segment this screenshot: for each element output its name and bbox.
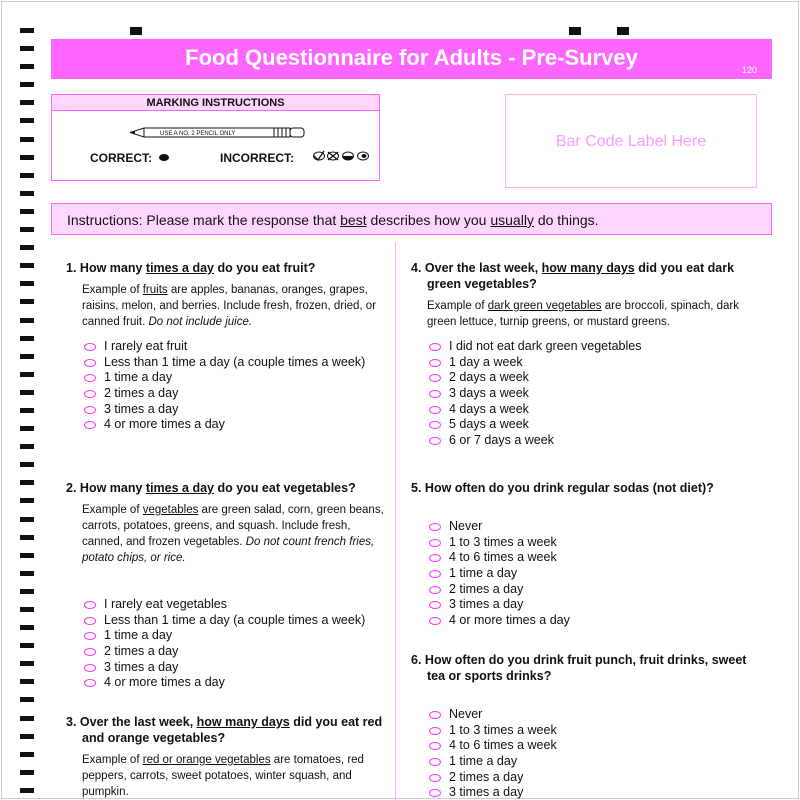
answer-bubble[interactable] [429,523,441,531]
timing-mark [20,589,34,594]
timing-mark [20,643,34,648]
form-number: 120 [741,65,757,75]
question-example: Example of dark green vegetables are broccoli, spinach, dark green lettuce, turnip greens, or mustard greens. [427,300,739,328]
question-2 [66,480,386,691]
timing-mark [20,788,34,793]
question-5 [411,480,766,629]
answer-option[interactable] [66,613,386,629]
answer-option-label: Less than 1 time a day (a couple times a week) [104,612,366,627]
answer-options [66,339,386,433]
answer-option[interactable] [411,550,766,566]
question-example: Example of red or orange vegetables are tomatoes, red peppers, carrots, sweet potatoes, winter squash, and pumpkin. [82,754,364,798]
timing-mark [20,209,34,214]
answer-bubble[interactable] [429,601,441,609]
answer-bubble[interactable] [429,390,441,398]
answer-option-label: 1 day a week [449,354,523,369]
answer-bubble[interactable] [84,601,96,609]
registration-mark [569,27,581,35]
question-title: 6. How often do you drink fruit punch, fruit drinks, sweet tea or sports drinks? [411,653,747,683]
title-bar [51,39,772,79]
answer-option-label: 4 or more times a day [449,613,570,628]
answer-option-label: I rarely eat fruit [104,339,188,353]
answer-bubble[interactable] [429,586,441,594]
registration-mark [130,27,142,35]
timing-mark [20,299,34,304]
answer-bubble[interactable] [429,406,441,414]
timing-mark [20,100,34,105]
answer-bubble[interactable] [84,617,96,625]
answer-option-label: 2 times a day [449,769,524,784]
answer-options [411,707,766,800]
answer-bubble[interactable] [429,758,441,766]
answer-option[interactable] [411,582,766,598]
pencil-icon [130,127,310,138]
answer-options [411,519,766,629]
answer-option-label: 4 to 6 times a week [449,738,557,753]
answer-bubble[interactable] [429,711,441,719]
answer-option-label: Less than 1 time a day (a couple times a week) [104,354,366,369]
answer-bubble[interactable] [429,343,441,351]
answer-option-label: 4 to 6 times a week [449,550,557,565]
instructions-banner [51,203,772,235]
answer-option[interactable] [411,519,766,535]
answer-option-label: 2 times a day [104,386,179,401]
answer-option-label: 1 time a day [449,754,518,769]
answer-bubble[interactable] [429,554,441,562]
answer-option-label: 3 times a day [449,597,524,612]
timing-mark [20,480,34,485]
barcode-label-area [505,94,757,188]
answer-bubble[interactable] [429,570,441,578]
answer-option[interactable] [66,660,386,676]
answer-option-label: 4 days a week [449,401,529,416]
answer-bubble[interactable] [84,359,96,367]
correct-label: CORRECT: [90,151,152,165]
answer-option[interactable] [411,355,766,371]
answer-option-label: 1 time a day [104,370,173,385]
answer-options [66,597,386,691]
answer-bubble[interactable] [429,727,441,735]
timing-mark [20,462,34,467]
answer-bubble[interactable] [84,390,96,398]
timing-mark [20,263,34,268]
answer-option[interactable] [411,386,766,402]
question-title: 4. Over the last week, how many days did you eat dark green vegetables? [411,261,735,291]
answer-option-label: 6 or 7 days a week [449,433,554,448]
correct-mark-icon [159,154,169,161]
answer-option[interactable] [66,339,386,355]
answer-option[interactable] [66,417,386,433]
answer-option-label: 2 times a day [449,581,524,596]
marking-instructions-box [51,94,380,181]
timing-mark [20,426,34,431]
timing-mark [20,155,34,160]
answer-option-label: 3 times a day [449,785,524,800]
answer-option[interactable] [66,597,386,613]
timing-mark [20,517,34,522]
timing-mark [20,227,34,232]
answer-bubble[interactable] [429,789,441,797]
timing-mark [20,390,34,395]
timing-mark [20,372,34,377]
answer-bubble[interactable] [429,539,441,547]
incorrect-marks-icon [312,150,372,162]
answer-option[interactable] [66,370,386,386]
timing-mark [20,679,34,684]
question-1 [66,260,386,433]
answer-bubble[interactable] [84,343,96,351]
answer-option[interactable] [66,355,386,371]
answer-bubble[interactable] [84,421,96,429]
timing-mark [20,571,34,576]
answer-option-label: Never [449,519,483,533]
timing-mark [20,336,34,341]
answer-option[interactable] [411,723,766,739]
timing-mark [20,46,34,51]
answer-bubble[interactable] [429,742,441,750]
timing-marks [20,28,34,800]
timing-mark [20,64,34,69]
answer-option[interactable] [411,770,766,786]
answer-option-label: 4 or more times a day [104,417,225,432]
question-title: 1. How many times a day do you eat fruit? [66,261,316,275]
timing-mark [20,535,34,540]
timing-mark [20,281,34,286]
answer-bubble[interactable] [429,617,441,625]
answer-option[interactable] [66,402,386,418]
timing-mark [20,28,34,33]
timing-mark [20,752,34,757]
answer-bubble[interactable] [429,774,441,782]
answer-option[interactable] [411,785,766,800]
timing-mark [20,354,34,359]
answer-option[interactable] [411,566,766,582]
answer-option-label: 2 times a day [104,644,179,659]
answer-bubble[interactable] [429,359,441,367]
answer-option[interactable] [411,535,766,551]
barcode-placeholder: Bar Code Label Here [555,133,707,150]
answer-option-label: 1 to 3 times a week [449,722,557,737]
instructions-text: Instructions: Please mark the response that best describes how you usually do things. [67,212,599,228]
answer-option-label: I did not eat dark green vegetables [449,339,642,353]
timing-mark [20,553,34,558]
answer-option[interactable] [66,628,386,644]
answer-bubble[interactable] [429,437,441,445]
timing-mark [20,697,34,702]
answer-option-label: Never [449,707,483,721]
marking-instructions-heading: MARKING INSTRUCTIONS [52,95,379,111]
answer-option[interactable] [411,613,766,629]
answer-bubble[interactable] [84,648,96,656]
answer-option[interactable] [66,644,386,660]
answer-options [411,339,766,449]
question-title: 2. How many times a day do you eat vegetables? [66,481,356,495]
question-example: Example of fruits are apples, bananas, oranges, grapes, raisins, melon, and berries. Include fresh, frozen, dried, or canned fruit. Do not include juice. [82,284,377,328]
timing-mark [20,408,34,413]
incorrect-label: INCORRECT: [220,151,294,165]
answer-option-label: I rarely eat vegetables [104,597,227,611]
timing-mark [20,716,34,721]
question-3 [66,714,386,800]
answer-option-label: 1 time a day [104,628,173,643]
page-title: Food Questionnaire for Adults - Pre-Survey [185,45,638,70]
answer-bubble[interactable] [84,679,96,687]
timing-mark [20,444,34,449]
answer-option[interactable] [411,402,766,418]
timing-mark [20,191,34,196]
timing-mark [20,770,34,775]
timing-mark [20,173,34,178]
timing-mark [20,318,34,323]
question-title: 3. Over the last week, how many days did you eat red and orange vegetables? [66,715,383,745]
answer-option-label: 1 to 3 times a week [449,534,557,549]
answer-bubble[interactable] [84,374,96,382]
answer-option[interactable] [66,675,386,691]
answer-option-label: 5 days a week [449,417,529,432]
answer-bubble[interactable] [84,664,96,672]
question-example: Example of vegetables are green salad, corn, green beans, carrots, potatoes, greens, and squash. Include fresh, canned, and frozen vegetables. Do not count french fries, potato chips, or rice. [82,504,384,564]
timing-mark [20,498,34,503]
answer-bubble[interactable] [429,374,441,382]
timing-mark [20,118,34,123]
answer-bubble[interactable] [429,421,441,429]
answer-option[interactable] [411,754,766,770]
answer-bubble[interactable] [84,406,96,414]
timing-mark [20,661,34,666]
timing-mark [20,625,34,630]
answer-option[interactable] [411,707,766,723]
answer-option[interactable] [411,417,766,433]
question-title: 5. How often do you drink regular sodas (not diet)? [411,481,714,495]
answer-option[interactable] [411,738,766,754]
timing-mark [20,607,34,612]
answer-option[interactable] [411,370,766,386]
answer-option[interactable] [411,597,766,613]
answer-option[interactable] [411,433,766,449]
answer-option-label: 2 days a week [449,370,529,385]
answer-bubble[interactable] [84,632,96,640]
answer-option[interactable] [411,339,766,355]
answer-option-label: 3 times a day [104,401,179,416]
question-4 [411,260,766,449]
timing-mark [20,245,34,250]
answer-option-label: 4 or more times a day [104,675,225,690]
answer-option-label: 3 times a day [104,659,179,674]
registration-mark [617,27,629,35]
answer-option-label: 3 days a week [449,386,529,401]
column-divider [395,242,396,800]
timing-mark [20,137,34,142]
answer-option-label: 1 time a day [449,566,518,581]
pencil-text: USE A NO. 2 PENCIL ONLY [160,131,236,137]
timing-mark [20,82,34,87]
answer-option[interactable] [66,386,386,402]
question-6 [411,652,766,800]
timing-mark [20,734,34,739]
